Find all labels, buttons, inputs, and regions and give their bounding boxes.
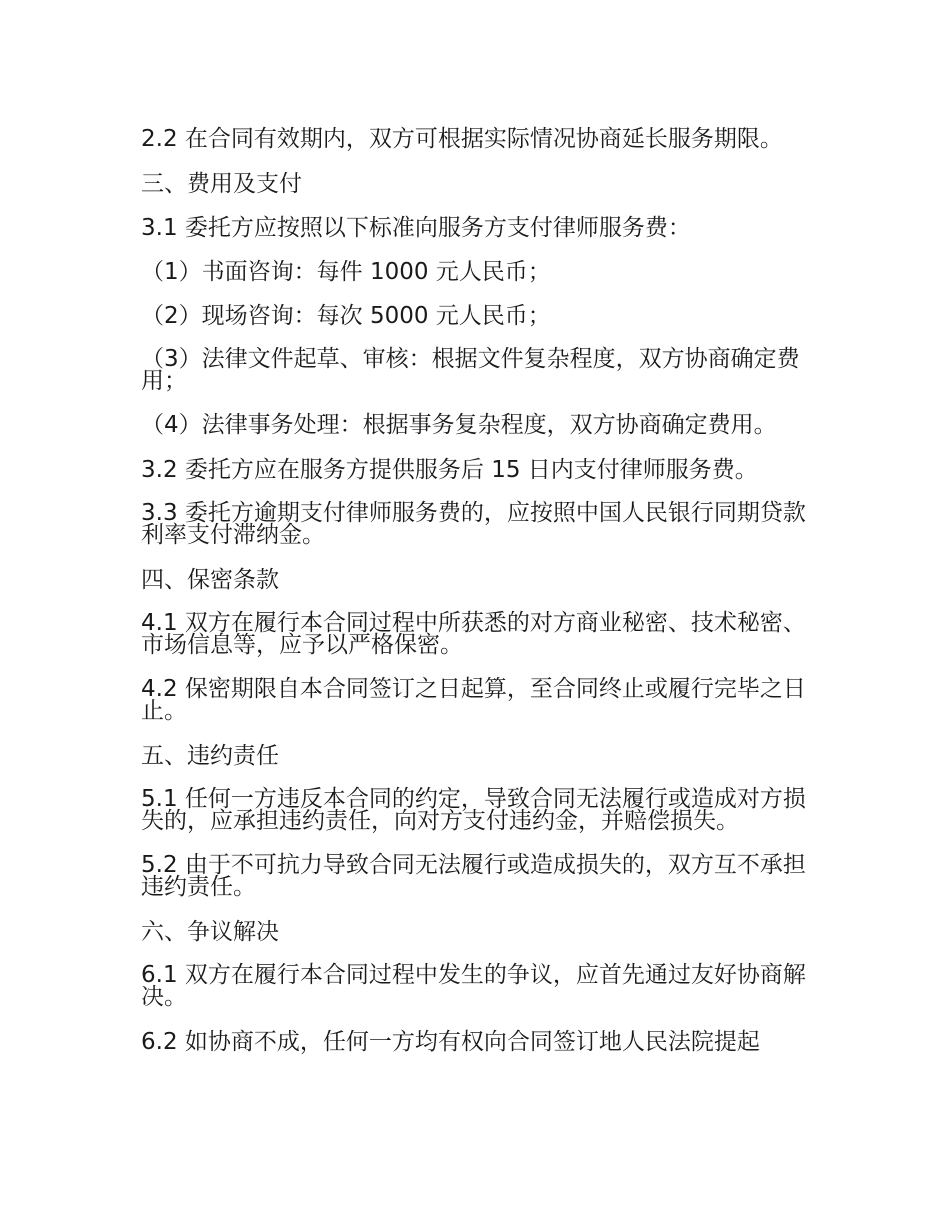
clause-6-2: 6.2 如协商不成，任何一方均有权向合同签订地人民法院提起 (141, 1029, 760, 1055)
fee-item-1: （1）书面咨询：每件 1000 元人民币； (141, 259, 551, 285)
clause-5-1: 5.1 任何一方违反本合同的约定，导致合同无法履行或造成对方损失的，应承担违约责任，向对方支付违约金，并赔偿损失。 (141, 786, 806, 834)
clause-3-3: 3.3 委托方逾期支付律师服务费的，应按照中国人民银行同期贷款利率支付滞纳金。 (141, 500, 806, 548)
clause-6-1: 6.1 双方在履行本合同过程中发生的争议，应首先通过友好协商解决。 (141, 962, 806, 1010)
section-heading-disputes: 六、争议解决 (141, 919, 279, 945)
clause-5-2: 5.2 由于不可抗力导致合同无法履行或造成损失的，双方互不承担违约责任。 (141, 852, 806, 900)
clause-4-1: 4.1 双方在履行本合同过程中所获悉的对方商业秘密、技术秘密、市场信息等，应予以严格保密。 (141, 610, 806, 658)
section-heading-liability: 五、违约责任 (141, 743, 279, 769)
section-heading-confidentiality: 四、保密条款 (141, 567, 279, 593)
clause-3-2: 3.2 委托方应在服务方提供服务后 15 日内支付律师服务费。 (141, 457, 758, 483)
fee-item-3: （3）法律文件起草、审核：根据文件复杂程度，双方协商确定费用； (141, 346, 800, 394)
clause-4-2: 4.2 保密期限自本合同签订之日起算，至合同终止或履行完毕之日止。 (141, 676, 806, 724)
section-heading-fees: 三、费用及支付 (141, 171, 302, 197)
fee-item-4: （4）法律事务处理：根据事务复杂程度，双方协商确定费用。 (141, 412, 777, 438)
clause-3-1: 3.1 委托方应按照以下标准向服务方支付律师服务费： (141, 215, 691, 241)
document-body (141, 128, 806, 1054)
fee-item-2: （2）现场咨询：每次 5000 元人民币； (141, 303, 551, 329)
clause-2-2: 2.2 在合同有效期内，双方可根据实际情况协商延长服务期限。 (141, 126, 783, 152)
